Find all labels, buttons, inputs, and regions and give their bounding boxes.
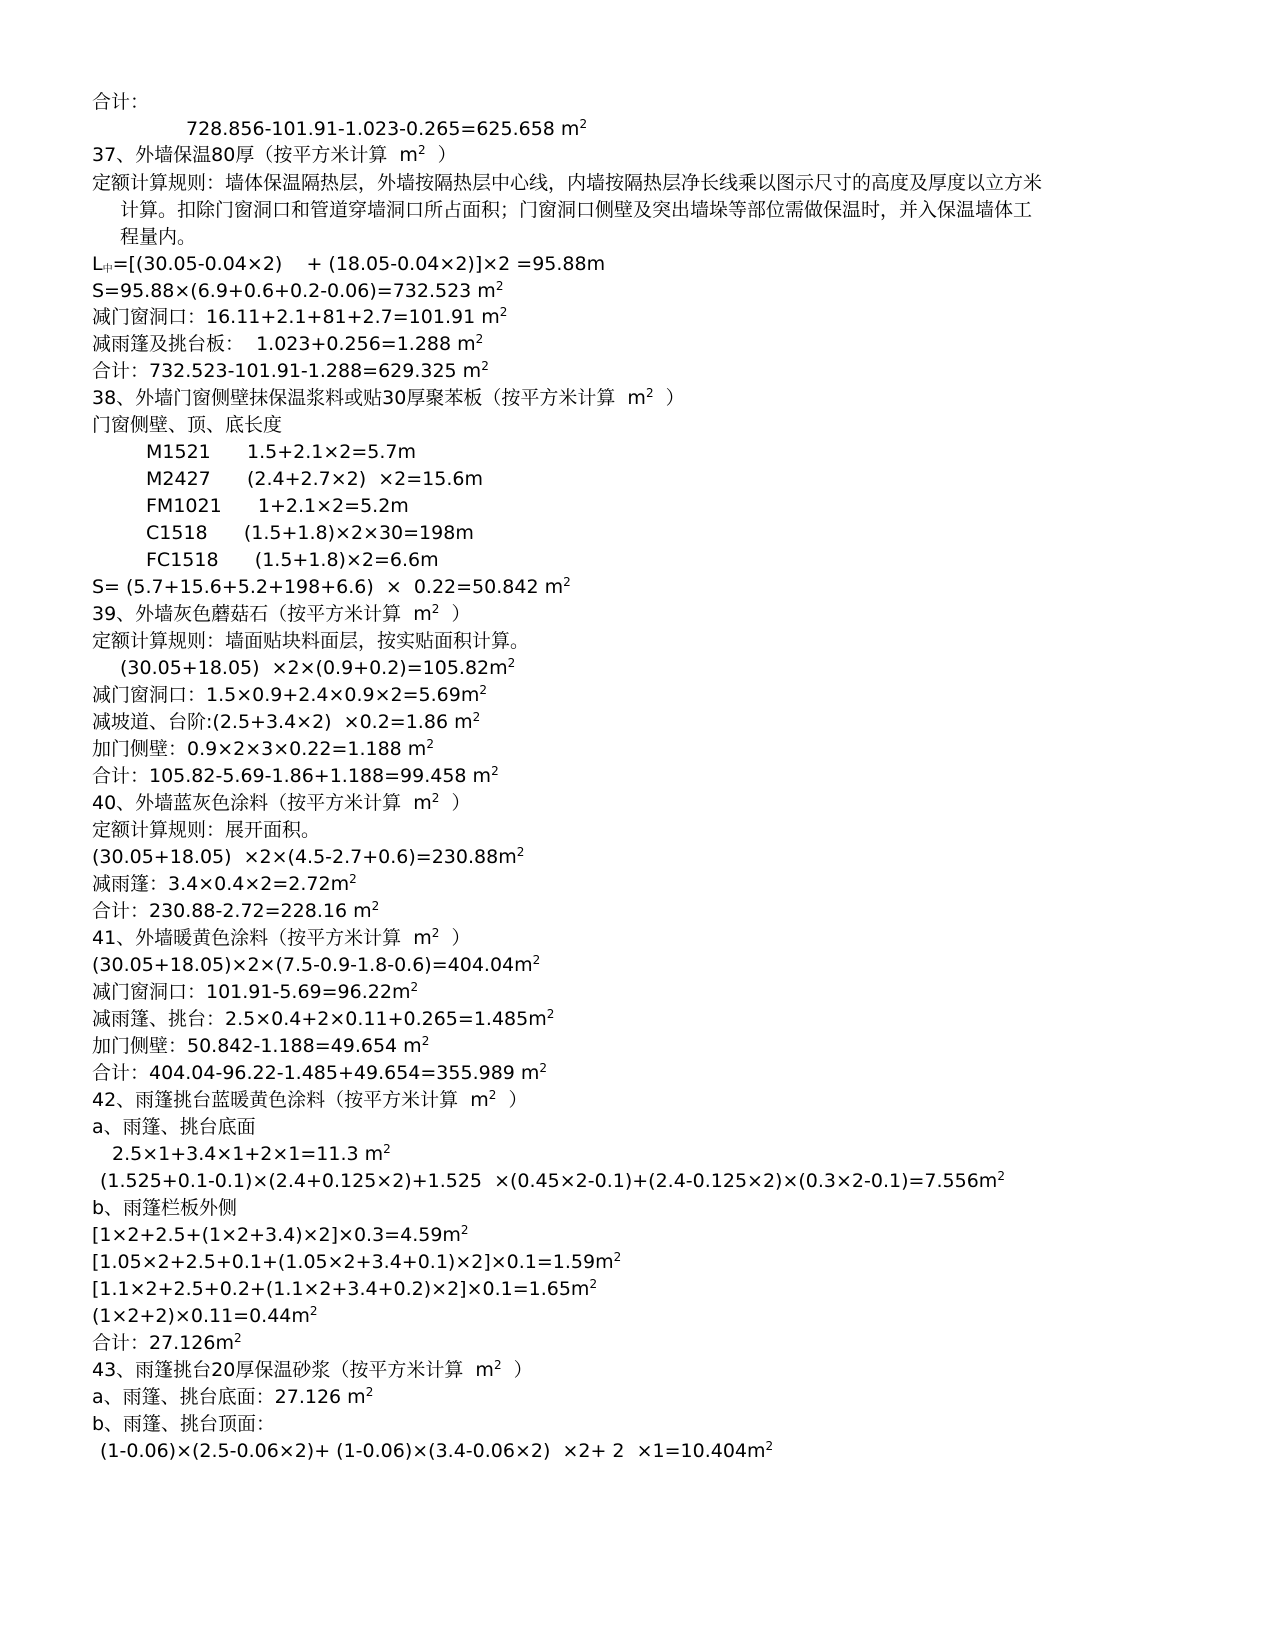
- text-line: $(1\times 2+2)\times 0.11=0.44m^2$: [92, 1304, 318, 1327]
- text-line: 减门窗洞口：$1.5\times 0.9+2.4\times 0.9\times 2=5.69m^2$: [92, 683, 488, 706]
- text-line: 合计：230.88-2.72=228.16 $m^2$: [92, 899, 380, 922]
- text-line: 定额计算规则：展开面积。: [92, 819, 321, 841]
- section-heading: 38、外墙门窗侧壁抹保温浆料或贴30厚聚苯板（按平方米计算 $m^2$ ）: [92, 386, 685, 409]
- text-line: b、雨篷栏板外侧: [92, 1197, 238, 1219]
- text-line: b、雨篷、挑台顶面：: [92, 1413, 276, 1435]
- text-line: 减雨篷、挑台：$2.5\times 0.4+2\times 0.11+0.265=1.485m^2$: [92, 1007, 555, 1030]
- text-line: a、雨篷、挑台底面：27.126 $m^2$: [92, 1385, 374, 1408]
- text-line: $(30.05+18.05)\times 2\times(7.5-0.9-1.8-0.6)=404.04m^2$: [92, 953, 541, 976]
- text-line: $[1\times 2+2.5+(1\times 2+3.4)\times 2]\times 0.3=4.59m^2$: [92, 1223, 469, 1246]
- text-line: 合计：105.82-5.69-1.86+1.188=99.458 $m^2$: [92, 764, 499, 787]
- text-line: FC1518 (1.5+1.8)×2=6.6m: [146, 549, 439, 571]
- text-line: M1521 1.5+2.1×2=5.7m: [146, 441, 416, 463]
- section-heading: 37、外墙保温80厚（按平方米计算 $m^2$ ）: [92, 143, 457, 166]
- text-line: 减雨篷及挑台板： 1.023+0.256=1.288 $m^2$: [92, 332, 484, 355]
- section-heading: 43、雨篷挑台20厚保温砂浆（按平方米计算 $m^2$ ）: [92, 1358, 533, 1381]
- text-line: a、雨篷、挑台底面: [92, 1116, 256, 1138]
- text-line: 门窗侧壁、顶、底长度: [92, 414, 283, 436]
- text-line: 减门窗洞口：$101.91-5.69=96.22m^2$: [92, 980, 419, 1003]
- text-line: S=95.88×(6.9+0.6+0.2-0.06)=732.523 $m^2$: [92, 279, 504, 302]
- text-line: 2.5×1+3.4×1+2×1=11.3 $m^2$: [112, 1142, 391, 1165]
- text-line: FM1021 1+2.1×2=5.2m: [146, 495, 409, 517]
- text-line: S= (5.7+15.6+5.2+198+6.6) × 0.22=50.842 $m^2$: [92, 575, 571, 598]
- text-line: $(30.05+18.05) \times 2\times(4.5-2.7+0.6)=230.88m^2$: [92, 845, 525, 868]
- text-line: 合计：732.523-101.91-1.288=629.325 $m^2$: [92, 359, 489, 382]
- text-line: 定额计算规则：墙体保温隔热层，外墙按隔热层中心线，内墙按隔热层净长线乘以图示尺寸的高度及厚度以立方米: [92, 172, 1043, 194]
- text-line: C1518 (1.5+1.8)×2×30=198m: [146, 522, 474, 544]
- text-line: 合计：$27.126m^2$: [92, 1331, 242, 1354]
- text-line: 减雨篷：$3.4\times 0.4\times 2=2.72m^2$: [92, 872, 357, 895]
- text-line: $L_中=[(30.05-0.04\times 2)$ + (18.05-0.04×2)]×2 =95.88m: [92, 253, 606, 275]
- text-line: 减坡道、台阶:(2.5+3.4×2) ×0.2=1.86 $m^2$: [92, 710, 481, 733]
- text-line: 计算。扣除门窗洞口和管道穿墙洞口所占面积；门窗洞口侧壁及突出墙垛等部位需做保温时，并入保温墙体工: [120, 199, 1033, 221]
- text-line: 合计：: [92, 91, 150, 113]
- text-line: 程量内。: [120, 226, 197, 248]
- text-line: 加门侧壁：0.9×2×3×0.22=1.188 $m^2$: [92, 737, 434, 760]
- section-heading: 40、外墙蓝灰色涂料（按平方米计算 $m^2$ ）: [92, 791, 471, 814]
- text-line: 定额计算规则：墙面贴块料面层，按实贴面积计算。: [92, 630, 530, 652]
- text-line: $(1-0.06)\times(2.5-0.06\times 2)+ (1-0.06)\times(3.4-0.06\times 2) \times 2+ 2 \times 1=10.404m^2$: [100, 1439, 774, 1462]
- text-line: $(1.525+0.1-0.1)\times(2.4+0.125\times 2)+1.525 \times(0.45\times 2-0.1)+(2.4-0.125\times 2)\times(0.3\times 2-0.1)=7.556m^2$: [100, 1169, 1005, 1192]
- text-line: $[1.1\times 2+2.5+0.2+(1.1\times 2+3.4+0.2)\times 2]\times 0.1=1.65m^2$: [92, 1277, 598, 1300]
- text-line: 728.856-101.91-1.023-0.265=625.658 $m^2$: [186, 117, 588, 140]
- text-line: 合计：404.04-96.22-1.485+49.654=355.989 $m^2$: [92, 1061, 548, 1084]
- text-line: M2427 (2.4+2.7×2) ×2=15.6m: [146, 468, 483, 490]
- section-heading: 39、外墙灰色蘑菇石（按平方米计算 $m^2$ ）: [92, 602, 471, 625]
- text-line: $[1.05\times 2+2.5+0.1+(1.05\times 2+3.4+0.1)\times 2]\times 0.1=1.59m^2$: [92, 1250, 622, 1273]
- text-line: 加门侧壁：50.842-1.188=49.654 $m^2$: [92, 1034, 430, 1057]
- section-heading: 41、外墙暖黄色涂料（按平方米计算 $m^2$ ）: [92, 926, 471, 949]
- text-line: $(30.05+18.05) \times 2\times(0.9+0.2)=105.82m^2$: [120, 656, 516, 679]
- text-line: 减门窗洞口：16.11+2.1+81+2.7=101.91 $m^2$: [92, 305, 508, 328]
- section-heading: 42、雨篷挑台蓝暖黄色涂料（按平方米计算 $m^2$ ）: [92, 1088, 528, 1111]
